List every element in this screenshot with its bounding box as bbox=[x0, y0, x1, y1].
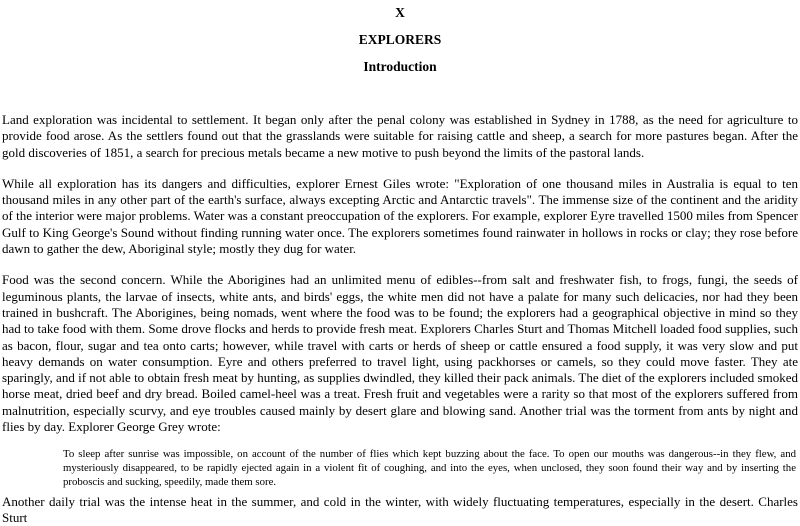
section-heading: Introduction bbox=[363, 59, 437, 74]
george-grey-quote: To sleep after sunrise was impossible, on account of the number of flies which kept buzzing about the face. To open our mouths was dangerous--in they flew, and mysteriously disappeared, to be rapidly ejected again in a violent fit of coughing, and into the eyes, when unclosed, they soon found their way and by inserting the proboscis and sucking, speedily, made them sore. bbox=[63, 448, 796, 488]
paragraph-food: Food was the second concern. While the Aborigines had an unlimited menu of edibles--from salt and freshwater fish, to frogs, fungi, the seeds of leguminous plants, the larvae of insects, white ants, and birds' eggs, the white men did not have a palate for many such delicacies, nor had they been trained in bushcraft. The Aborigines, being nomads, went where the food was to be found; the explorers had a geographical objective in mind so they had to take food with them. Some drove flocks and herds to provide fresh meat. Explorers Charles Sturt and Thomas Mitchell loaded food supplies, such as bacon, flour, sugar and tea onto carts; however, while travel with carts or herds of sheep or cattle ensured a food supply, it was very slow and put heavy demands on water consumption. Eyre and others preferred to travel light, using packhorses or camels, so they could move faster. They ate sparingly, and if not able to obtain fresh meat by hunting, as supplies dwindled, they killed their pack animals. The diet of the explorers included smoked horse meat, dried beef and dry bread. Boiled camel-heel was a treat. Fresh fruit and vegetables were a rarity so that most of the explorers suffered from malnutrition, especially scurvy, and eye troubles caused mainly by desert glare and blowing sand. Another trial was the torment from ants by night and flies by day. Explorer George Grey wrote: bbox=[2, 272, 798, 435]
paragraph-water: While all exploration has its dangers and difficulties, explorer Ernest Giles wrote: "Exploration of one thousand miles in Australia is equal to ten thousand miles in any other part of the earth's surface, always excepting Arctic and Antarctic travels". The immense size of the continent and the aridity of the interior were major problems. Water was a constant preoccupation of the explorers. For example, explorer Eyre travelled 1500 miles from Spencer Gulf to King George's Sound without finding running water once. The explorers sometimes found rainwater in hollows in rocks or clay; they rose before dawn to gather the dew, Aboriginal style; mostly they dug for water. bbox=[2, 175, 798, 257]
chapter-title: EXPLORERS bbox=[358, 32, 442, 47]
paragraph-heat-cold: Another daily trial was the intense heat in the summer, and cold in the winter, with widely fluctuating temperatures, especially in the desert. Charles Sturt bbox=[2, 493, 798, 526]
chapter-number: X bbox=[395, 5, 405, 20]
paragraph-intro-settlement: Land exploration was incidental to settlement. It began only after the penal colony was established in Sydney in 1788, as the need for agriculture to provide food arose. As the settlers found out that the grasslands were suitable for raising cattle and sheep, a search for more pastures began. After the gold discoveries of 1851, a search for precious metals became a new motive to push beyond the limits of the pastoral lands. bbox=[2, 112, 798, 160]
